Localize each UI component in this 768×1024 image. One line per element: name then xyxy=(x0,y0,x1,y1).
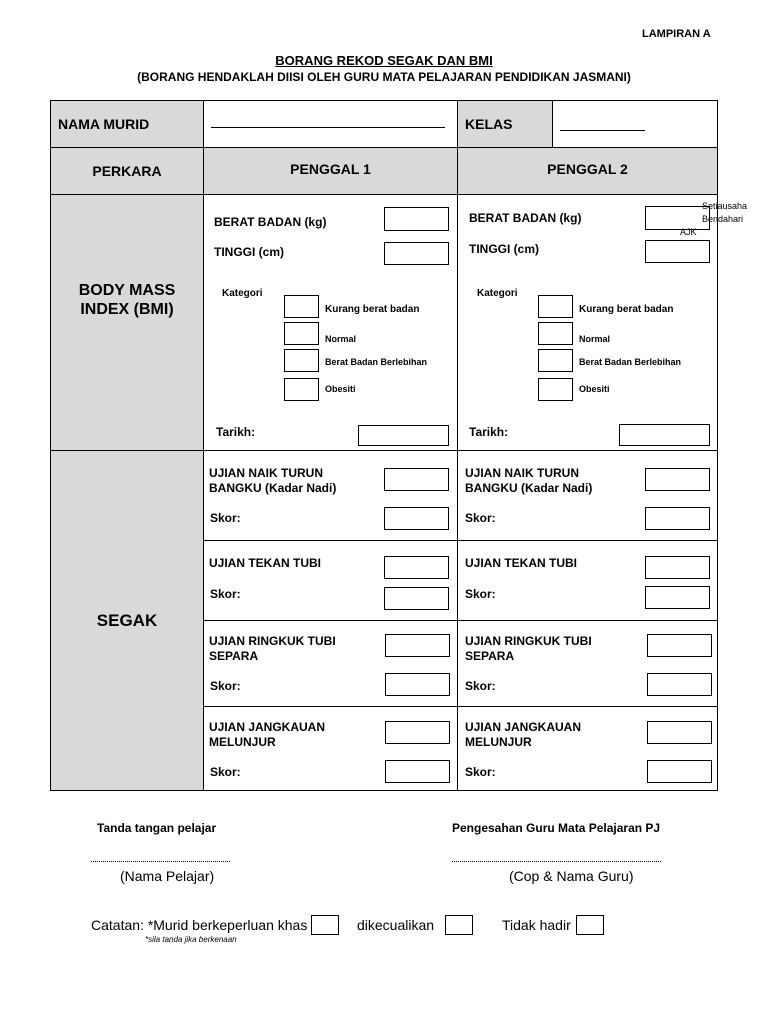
p1-cat-kurang: Kurang berat badan xyxy=(325,304,420,315)
p2-tinggi-input[interactable] xyxy=(645,240,710,263)
p2-cat-normal: Normal xyxy=(579,334,611,344)
kelas-field[interactable] xyxy=(560,130,645,131)
p2-checkbox-kurang[interactable] xyxy=(538,295,573,318)
bmi-section-text: BODY MASS INDEX (BMI) xyxy=(78,282,176,318)
p2-test1-score[interactable] xyxy=(645,507,710,530)
p2-berat-label: BERAT BADAN (kg) xyxy=(469,211,582,225)
p2-cat-kurang: Kurang berat badan xyxy=(579,304,674,315)
segak-section-label: SEGAK xyxy=(96,611,158,630)
p1-cat-normal: Normal xyxy=(325,334,357,344)
p2-tinggi-label: TINGGI (cm) xyxy=(469,242,540,256)
p2-test3-score[interactable] xyxy=(647,673,712,696)
form-title: BORANG REKOD SEGAK DAN BMI xyxy=(275,53,493,68)
p2-test4-input[interactable] xyxy=(647,721,712,744)
p2-test1-name: UJIAN NAIK TURUN BANGKU (Kadar Nadi) xyxy=(465,466,593,495)
p2-test1-input[interactable] xyxy=(645,468,710,491)
p1-test2-input[interactable] xyxy=(384,556,449,579)
p2-kategori-label: Kategori xyxy=(477,288,518,299)
tidak-hadir-checkbox[interactable] xyxy=(576,915,604,935)
dikecualikan-checkbox[interactable] xyxy=(445,915,473,935)
p1-test4-name: UJIAN JANGKAUAN MELUNJUR xyxy=(209,720,326,749)
p1-test2-name: UJIAN TEKAN TUBI xyxy=(209,556,322,570)
kelas-label: KELAS xyxy=(465,116,513,132)
teacher-sign-line[interactable] xyxy=(452,861,661,862)
p1-checkbox-berlebihan[interactable] xyxy=(284,349,319,372)
overlay-setiausaha: Setiausaha xyxy=(702,201,748,211)
bmi-section-label xyxy=(51,281,203,319)
p1-cat-berlebihan: Berat Badan Berlebihan xyxy=(325,357,428,367)
overlay-bendahari: Bendahari xyxy=(702,214,744,224)
p1-test3-score-label: Skor: xyxy=(210,679,241,693)
p2-cat-obesiti: Obesiti xyxy=(579,384,610,394)
p1-test1-score-label: Skor: xyxy=(210,511,241,525)
p1-berat-input[interactable] xyxy=(384,207,449,231)
p2-test4-score-label: Skor: xyxy=(465,765,496,779)
catatan-label: Catatan: *Murid berkeperluan khas xyxy=(91,917,308,933)
p1-test4-score[interactable] xyxy=(385,760,450,783)
p1-cat-obesiti: Obesiti xyxy=(325,384,356,394)
student-sign-label: Tanda tangan pelajar xyxy=(97,821,217,835)
p2-test4-score[interactable] xyxy=(647,760,712,783)
p2-tarikh-label: Tarikh: xyxy=(469,425,509,439)
p1-tinggi-label: TINGGI (cm) xyxy=(214,245,285,259)
p1-test2-score-label: Skor: xyxy=(210,587,241,601)
p1-test1-input[interactable] xyxy=(384,468,449,491)
nama-murid-label: NAMA MURID xyxy=(58,116,150,132)
footer-note: *sila tanda jika berkenaan xyxy=(145,935,237,944)
teacher-sign-label: Pengesahan Guru Mata Pelajaran PJ xyxy=(452,821,661,835)
p2-test3-name: UJIAN RINGKUK TUBI SEPARA xyxy=(465,634,592,663)
penggal1-label: PENGGAL 1 xyxy=(290,161,371,177)
p2-test4-name: UJIAN JANGKAUAN MELUNJUR xyxy=(465,720,582,749)
tidak-hadir-label: Tidak hadir xyxy=(502,917,571,933)
p2-test2-score-label: Skor: xyxy=(465,587,496,601)
p2-test2-name: UJIAN TEKAN TUBI xyxy=(465,556,578,570)
p1-tarikh-input[interactable] xyxy=(358,425,449,446)
dikecualikan-label: dikecualikan xyxy=(357,917,435,933)
student-sign-line[interactable] xyxy=(91,861,230,862)
nama-murid-field[interactable] xyxy=(211,127,445,128)
p2-test2-score[interactable] xyxy=(645,586,710,609)
p1-test4-score-label: Skor: xyxy=(210,765,241,779)
p2-tarikh-input[interactable] xyxy=(619,424,710,446)
p1-test2-score[interactable] xyxy=(384,587,449,610)
p1-checkbox-normal[interactable] xyxy=(284,322,319,345)
penggal2-label: PENGGAL 2 xyxy=(547,161,628,177)
overlay-notes xyxy=(676,200,747,239)
p1-test1-name: UJIAN NAIK TURUN BANGKU (Kadar Nadi) xyxy=(209,466,337,495)
p2-checkbox-obesiti[interactable] xyxy=(538,378,573,401)
p2-test3-score-label: Skor: xyxy=(465,679,496,693)
p1-test3-input[interactable] xyxy=(385,634,450,657)
p1-kategori-label: Kategori xyxy=(222,288,263,299)
p1-test4-input[interactable] xyxy=(385,721,450,744)
p1-test1-score[interactable] xyxy=(384,507,449,530)
form-subtitle: (BORANG HENDAKLAH DIISI OLEH GURU MATA PELAJARAN PENDIDIKAN JASMANI) xyxy=(137,70,631,84)
p2-checkbox-berlebihan[interactable] xyxy=(538,349,573,372)
p2-cat-berlebihan: Berat Badan Berlebihan xyxy=(579,357,682,367)
p1-test3-score[interactable] xyxy=(385,673,450,696)
khas-checkbox[interactable] xyxy=(311,915,339,935)
p2-test1-score-label: Skor: xyxy=(465,511,496,525)
perkara-label: PERKARA xyxy=(92,163,162,179)
teacher-name-label: (Cop & Nama Guru) xyxy=(509,868,634,884)
overlay-ajk: AJK xyxy=(680,227,697,237)
p1-tarikh-label: Tarikh: xyxy=(216,425,256,439)
p2-test3-input[interactable] xyxy=(647,634,712,657)
p1-tinggi-input[interactable] xyxy=(384,242,449,265)
p1-checkbox-kurang[interactable] xyxy=(284,295,319,318)
p1-berat-label: BERAT BADAN (kg) xyxy=(214,215,327,229)
lampiran-label: LAMPIRAN A xyxy=(642,28,711,40)
p2-checkbox-normal[interactable] xyxy=(538,322,573,345)
p1-test3-name: UJIAN RINGKUK TUBI SEPARA xyxy=(209,634,336,663)
p1-checkbox-obesiti[interactable] xyxy=(284,378,319,401)
student-name-label: (Nama Pelajar) xyxy=(120,868,215,884)
p2-test2-input[interactable] xyxy=(645,556,710,579)
